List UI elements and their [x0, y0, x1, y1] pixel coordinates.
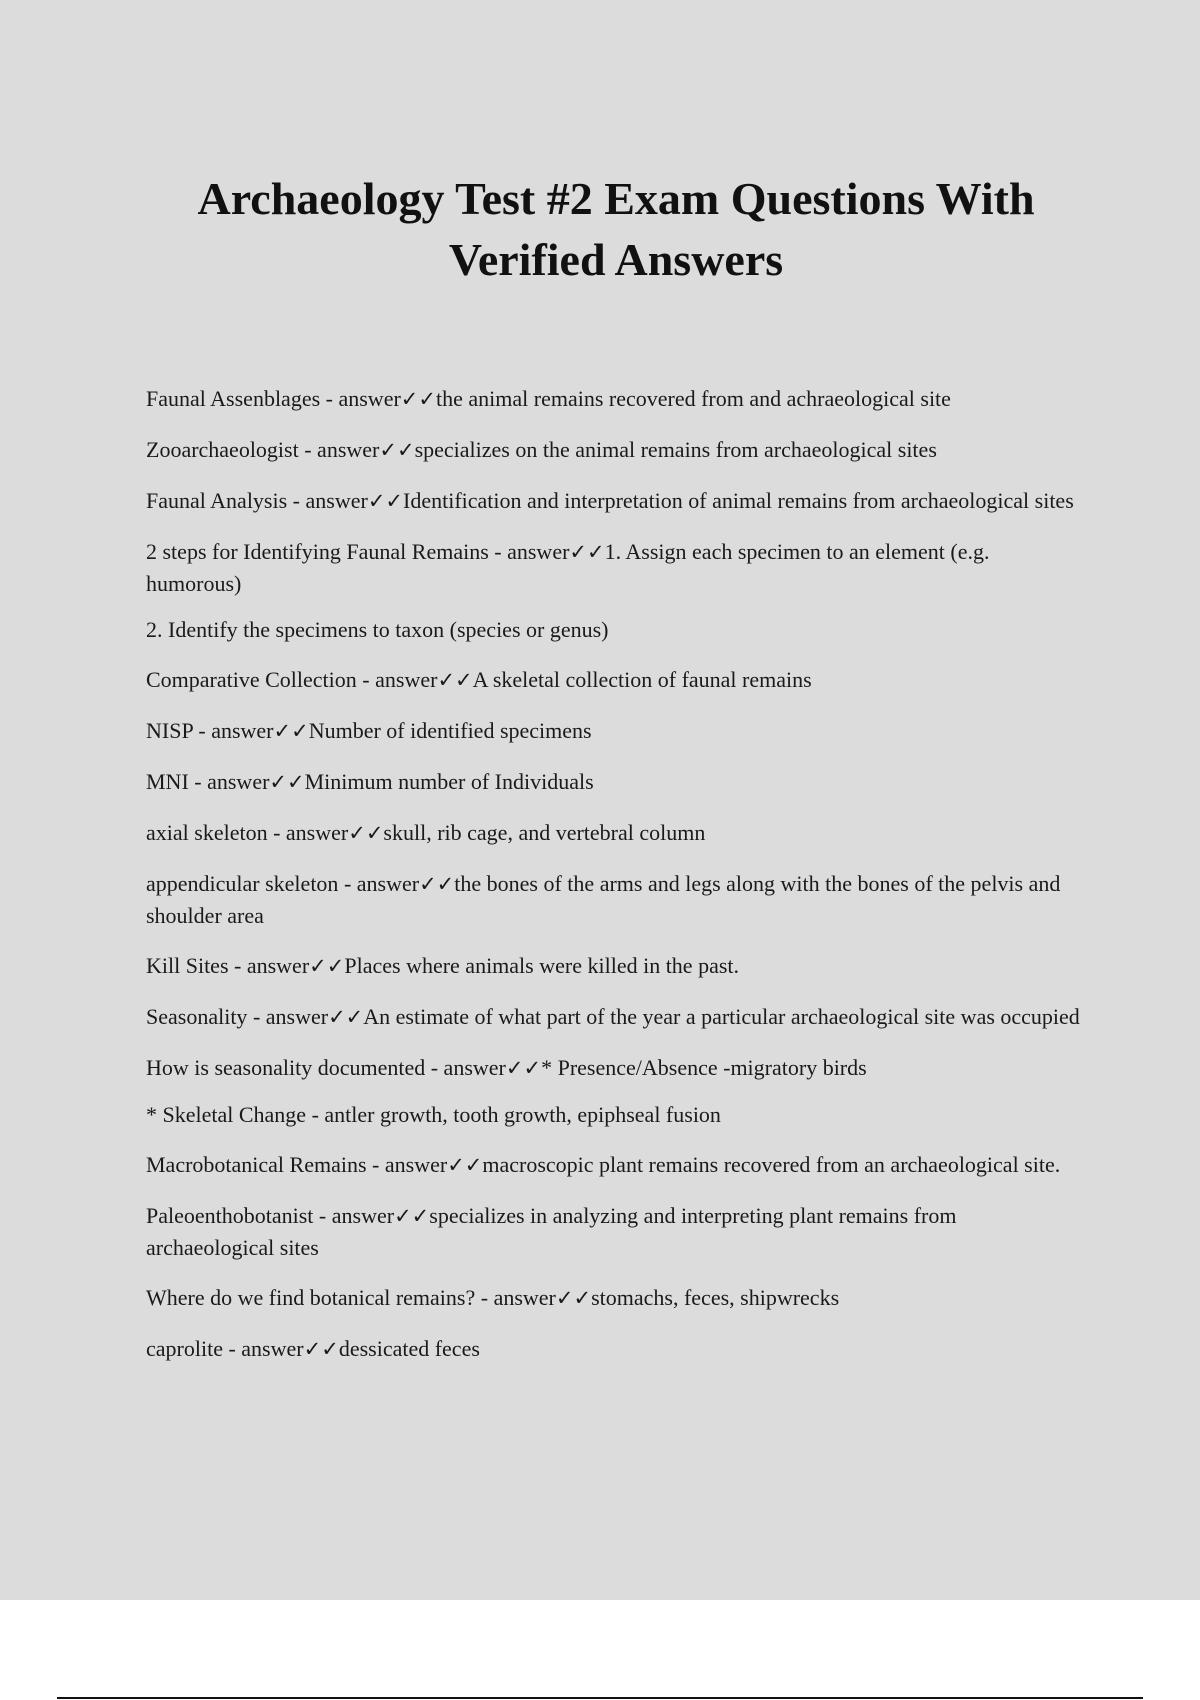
qa-entry-seasonality-documented — [146, 1052, 1086, 1084]
qa-separator: - answer — [320, 386, 401, 411]
qa-separator: - answer — [287, 488, 368, 513]
qa-answer: the bones of the arms and legs along with the bones of the pelvis and shoulder area — [146, 871, 1061, 928]
qa-separator: - answer — [298, 437, 380, 462]
checkmark-icon: ✓✓ — [437, 668, 473, 692]
qa-answer: Minimum number of Individuals — [304, 769, 594, 794]
checkmark-icon: ✓✓ — [367, 489, 404, 513]
checkmark-icon: ✓✓ — [379, 438, 415, 462]
qa-entry-seasonality — [146, 1001, 1086, 1033]
qa-term: Macrobotanical Remains — [146, 1152, 367, 1177]
qa-separator: - answer — [475, 1285, 556, 1310]
qa-list — [146, 383, 1086, 1384]
qa-answer: dessicated feces — [338, 1336, 480, 1361]
qa-answer: stomachs, feces, shipwrecks — [591, 1285, 840, 1310]
qa-term: Where do we find botanical remains? — [146, 1285, 476, 1310]
qa-entry-paleoenthobotanist — [146, 1200, 1086, 1263]
qa-term: 2 steps for Identifying Faunal Remains — [146, 539, 489, 564]
qa-entry-caprolite — [146, 1333, 1086, 1365]
checkmark-icon: ✓✓ — [555, 1286, 592, 1310]
qa-answer: specializes on the animal remains from archaeological sites — [414, 437, 937, 462]
checkmark-icon: ✓✓ — [394, 1204, 430, 1228]
qa-answer: 1. Assign each specimen to an element (e.g. humorous) — [146, 539, 990, 596]
checkmark-icon: ✓✓ — [348, 821, 384, 845]
qa-entry-botanical-remains-location — [146, 1282, 1086, 1314]
qa-answer: * Presence/Absence -migratory birds — [541, 1055, 867, 1080]
qa-entry-comparative-collection — [146, 664, 1086, 696]
checkmark-icon: ✓✓ — [505, 1056, 542, 1080]
checkmark-icon: ✓✓ — [309, 954, 345, 978]
qa-entry-identifying-steps — [146, 536, 1086, 599]
qa-entry-faunal-assemblages — [146, 383, 1086, 415]
qa-term: Kill Sites — [146, 953, 229, 978]
qa-text: * Skeletal Change - antler growth, tooth growth, epiphseal fusion — [146, 1102, 721, 1127]
qa-answer: Identification and interpretation of animal remains from archaeological sites — [403, 488, 1074, 513]
qa-answer: An estimate of what part of the year a particular archaeological site was occupied — [363, 1004, 1080, 1029]
checkmark-icon: ✓✓ — [400, 387, 436, 411]
qa-entry-zooarchaeologist — [146, 434, 1086, 466]
footer-divider — [57, 1697, 1143, 1699]
qa-term: Faunal Analysis — [146, 488, 288, 513]
qa-entry-faunal-analysis — [146, 485, 1086, 517]
qa-answer: specializes in analyzing and interpreting plant remains from archaeological sites — [146, 1203, 957, 1260]
qa-entry-appendicular-skeleton — [146, 868, 1086, 931]
qa-answer: macroscopic plant remains recovered from an archaeological site. — [482, 1152, 1061, 1177]
qa-separator: - answer — [192, 718, 274, 743]
qa-entry-nisp — [146, 715, 1086, 747]
qa-entry-kill-sites — [146, 950, 1086, 982]
qa-separator: - answer — [338, 871, 420, 896]
qa-answer: skull, rib cage, and vertebral column — [383, 820, 706, 845]
qa-separator: - answer — [267, 820, 349, 845]
qa-continuation-step-two — [146, 614, 1086, 645]
qa-separator: - answer — [425, 1055, 506, 1080]
qa-continuation-skeletal-change — [146, 1099, 1086, 1130]
qa-separator: - answer — [188, 769, 270, 794]
checkmark-icon: ✓✓ — [269, 770, 305, 794]
qa-entry-mni — [146, 766, 1086, 798]
qa-term: Paleoenthobotanist — [146, 1203, 314, 1228]
qa-separator: - answer — [488, 539, 570, 564]
qa-separator: - answer — [313, 1203, 395, 1228]
qa-term: MNI — [146, 769, 189, 794]
document-title: Archaeology Test #2 Exam Questions With Verified Answers — [197, 173, 1035, 285]
qa-separator: - answer — [228, 953, 310, 978]
qa-term: How is seasonality documented — [146, 1055, 426, 1080]
qa-term: Faunal Assenblages — [146, 386, 321, 411]
qa-entry-macrobotanical-remains — [146, 1149, 1086, 1181]
qa-term: appendicular skeleton — [146, 871, 339, 896]
qa-term: Comparative Collection — [146, 667, 357, 692]
checkmark-icon: ✓✓ — [303, 1337, 339, 1361]
qa-separator: - answer — [356, 667, 438, 692]
qa-term: Seasonality — [146, 1004, 248, 1029]
qa-text: 2. Identify the specimens to taxon (species or genus) — [146, 617, 609, 642]
qa-separator: - answer — [366, 1152, 448, 1177]
checkmark-icon: ✓✓ — [328, 1005, 364, 1029]
qa-term: caprolite — [146, 1336, 223, 1361]
qa-answer: Number of identified specimens — [308, 718, 592, 743]
qa-term: Zooarchaeologist — [146, 437, 299, 462]
qa-separator: - answer — [222, 1336, 304, 1361]
checkmark-icon: ✓✓ — [273, 719, 309, 743]
checkmark-icon: ✓✓ — [419, 872, 455, 896]
qa-entry-axial-skeleton — [146, 817, 1086, 849]
checkmark-icon: ✓✓ — [447, 1153, 483, 1177]
checkmark-icon: ✓✓ — [569, 540, 605, 564]
qa-separator: - answer — [247, 1004, 329, 1029]
qa-term: axial skeleton — [146, 820, 268, 845]
qa-term: NISP — [146, 718, 193, 743]
qa-answer: the animal remains recovered from and achraeological site — [436, 386, 951, 411]
qa-answer: A skeletal collection of faunal remains — [472, 667, 812, 692]
qa-answer: Places where animals were killed in the past. — [344, 953, 740, 978]
